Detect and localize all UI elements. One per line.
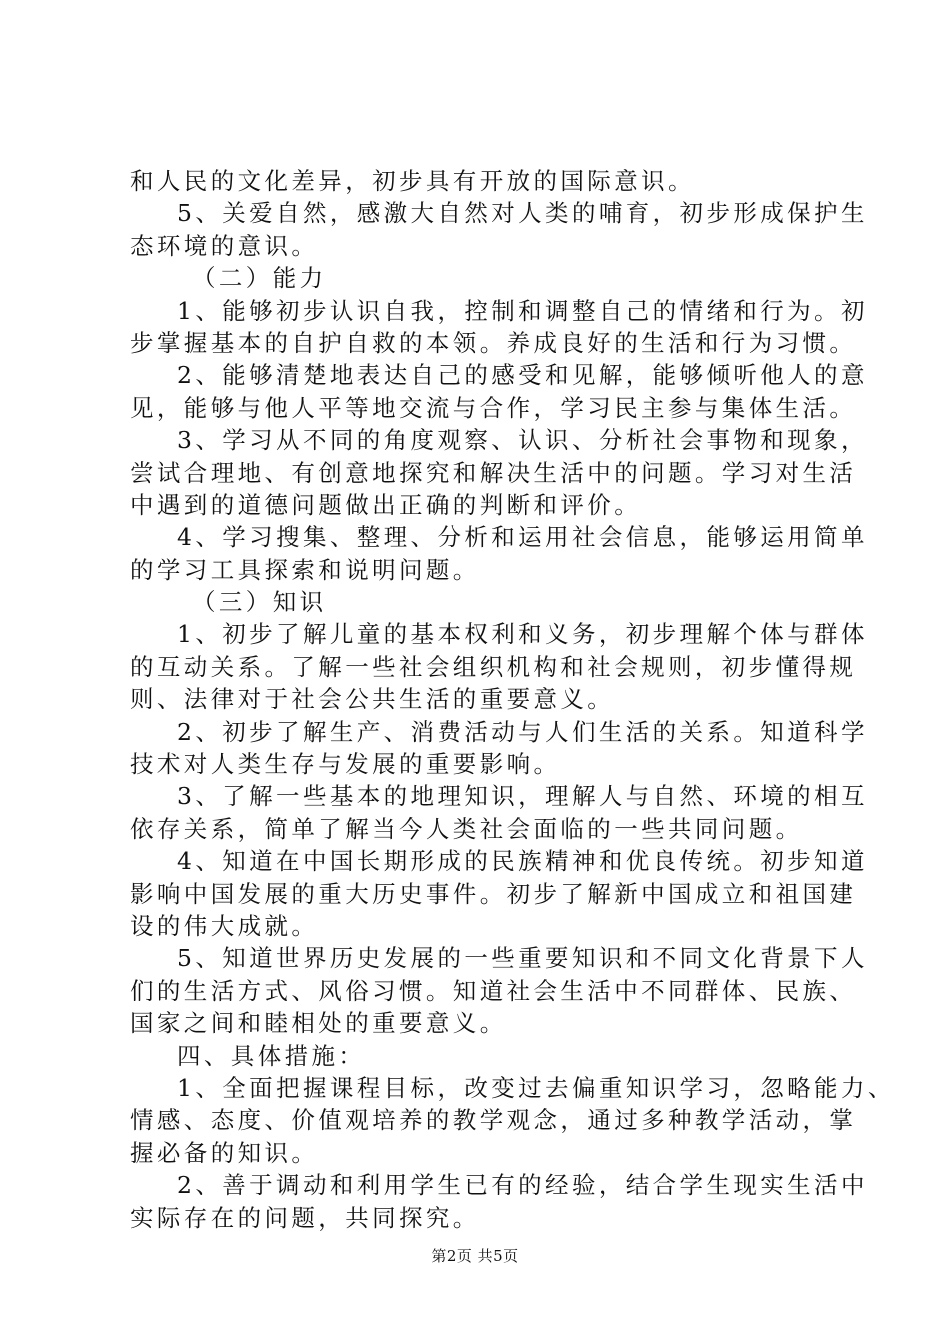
text-line: 步掌握基本的自护自救的本领。养成良好的生活和行为习惯。 xyxy=(130,328,857,357)
text-line: 2、善于调动和利用学生已有的经验，结合学生现实生活中 xyxy=(177,1171,868,1200)
text-line: 实际存在的问题，共同探究。 xyxy=(130,1203,480,1232)
text-line: 技术对人类生存与发展的重要影响。 xyxy=(130,750,561,779)
text-line: 见，能够与他人平等地交流与合作，学习民主参与集体生活。 xyxy=(130,393,857,422)
text-line: 设的伟大成就。 xyxy=(130,911,319,940)
text-line: 5、知道世界历史发展的一些重要知识和不同文化背景下人 xyxy=(177,944,868,973)
text-line: 情感、态度、价值观培养的教学观念，通过多种教学活动，掌 xyxy=(130,1106,857,1135)
text-line: 的学习工具探索和说明问题。 xyxy=(130,555,480,584)
text-line: 四、具体措施： xyxy=(177,1041,366,1070)
text-line: 影响中国发展的重大历史事件。初步了解新中国成立和祖国建 xyxy=(130,879,857,908)
text-line: 则、法律对于社会公共生活的重要意义。 xyxy=(130,685,615,714)
text-line: 5、关爱自然，感激大自然对人类的哺育，初步形成保护生 xyxy=(177,199,868,228)
text-line: 3、了解一些基本的地理知识，理解人与自然、环境的相互 xyxy=(177,782,868,811)
text-line: 依存关系，简单了解当今人类社会面临的一些共同问题。 xyxy=(130,814,803,843)
text-line: 尝试合理地、有创意地探究和解决生活中的问题。学习对生活 xyxy=(130,458,857,487)
text-line: 态环境的意识。 xyxy=(130,231,319,260)
text-line: 2、初步了解生产、消费活动与人们生活的关系。知道科学 xyxy=(177,717,868,746)
text-line: 1、全面把握课程目标，改变过去偏重知识学习，忽略能力、 xyxy=(177,1073,895,1102)
body-text xyxy=(130,165,895,1234)
text-line: 国家之间和睦相处的重要意义。 xyxy=(130,1009,507,1038)
text-line: 中遇到的道德问题做出正确的判断和评价。 xyxy=(130,490,642,519)
text-line: 1、初步了解儿童的基本权利和义务，初步理解个体与群体 xyxy=(177,620,868,649)
text-line: 1、能够初步认识自我，控制和调整自己的情绪和行为。初 xyxy=(177,296,868,325)
text-line: 的互动关系。了解一些社会组织机构和社会规则，初步懂得规 xyxy=(130,652,857,681)
text-line: 3、学习从不同的角度观察、认识、分析社会事物和现象， xyxy=(177,426,868,455)
section-heading: （三）知识 xyxy=(192,588,327,617)
section-heading: （二）能力 xyxy=(192,264,327,293)
text-line: 们的生活方式、风俗习惯。知道社会生活中不同群体、民族、 xyxy=(130,976,857,1005)
page-footer: 第2页 共5页 xyxy=(431,1247,519,1265)
text-line: 握必备的知识。 xyxy=(130,1138,319,1167)
text-line: 和人民的文化差异，初步具有开放的国际意识。 xyxy=(130,167,695,195)
text-line: 4、知道在中国长期形成的民族精神和优良传统。初步知道 xyxy=(177,847,868,876)
text-line: 2、能够清楚地表达自己的感受和见解，能够倾听他人的意 xyxy=(177,361,868,390)
text-line: 4、学习搜集、整理、分析和运用社会信息，能够运用简单 xyxy=(177,523,868,552)
